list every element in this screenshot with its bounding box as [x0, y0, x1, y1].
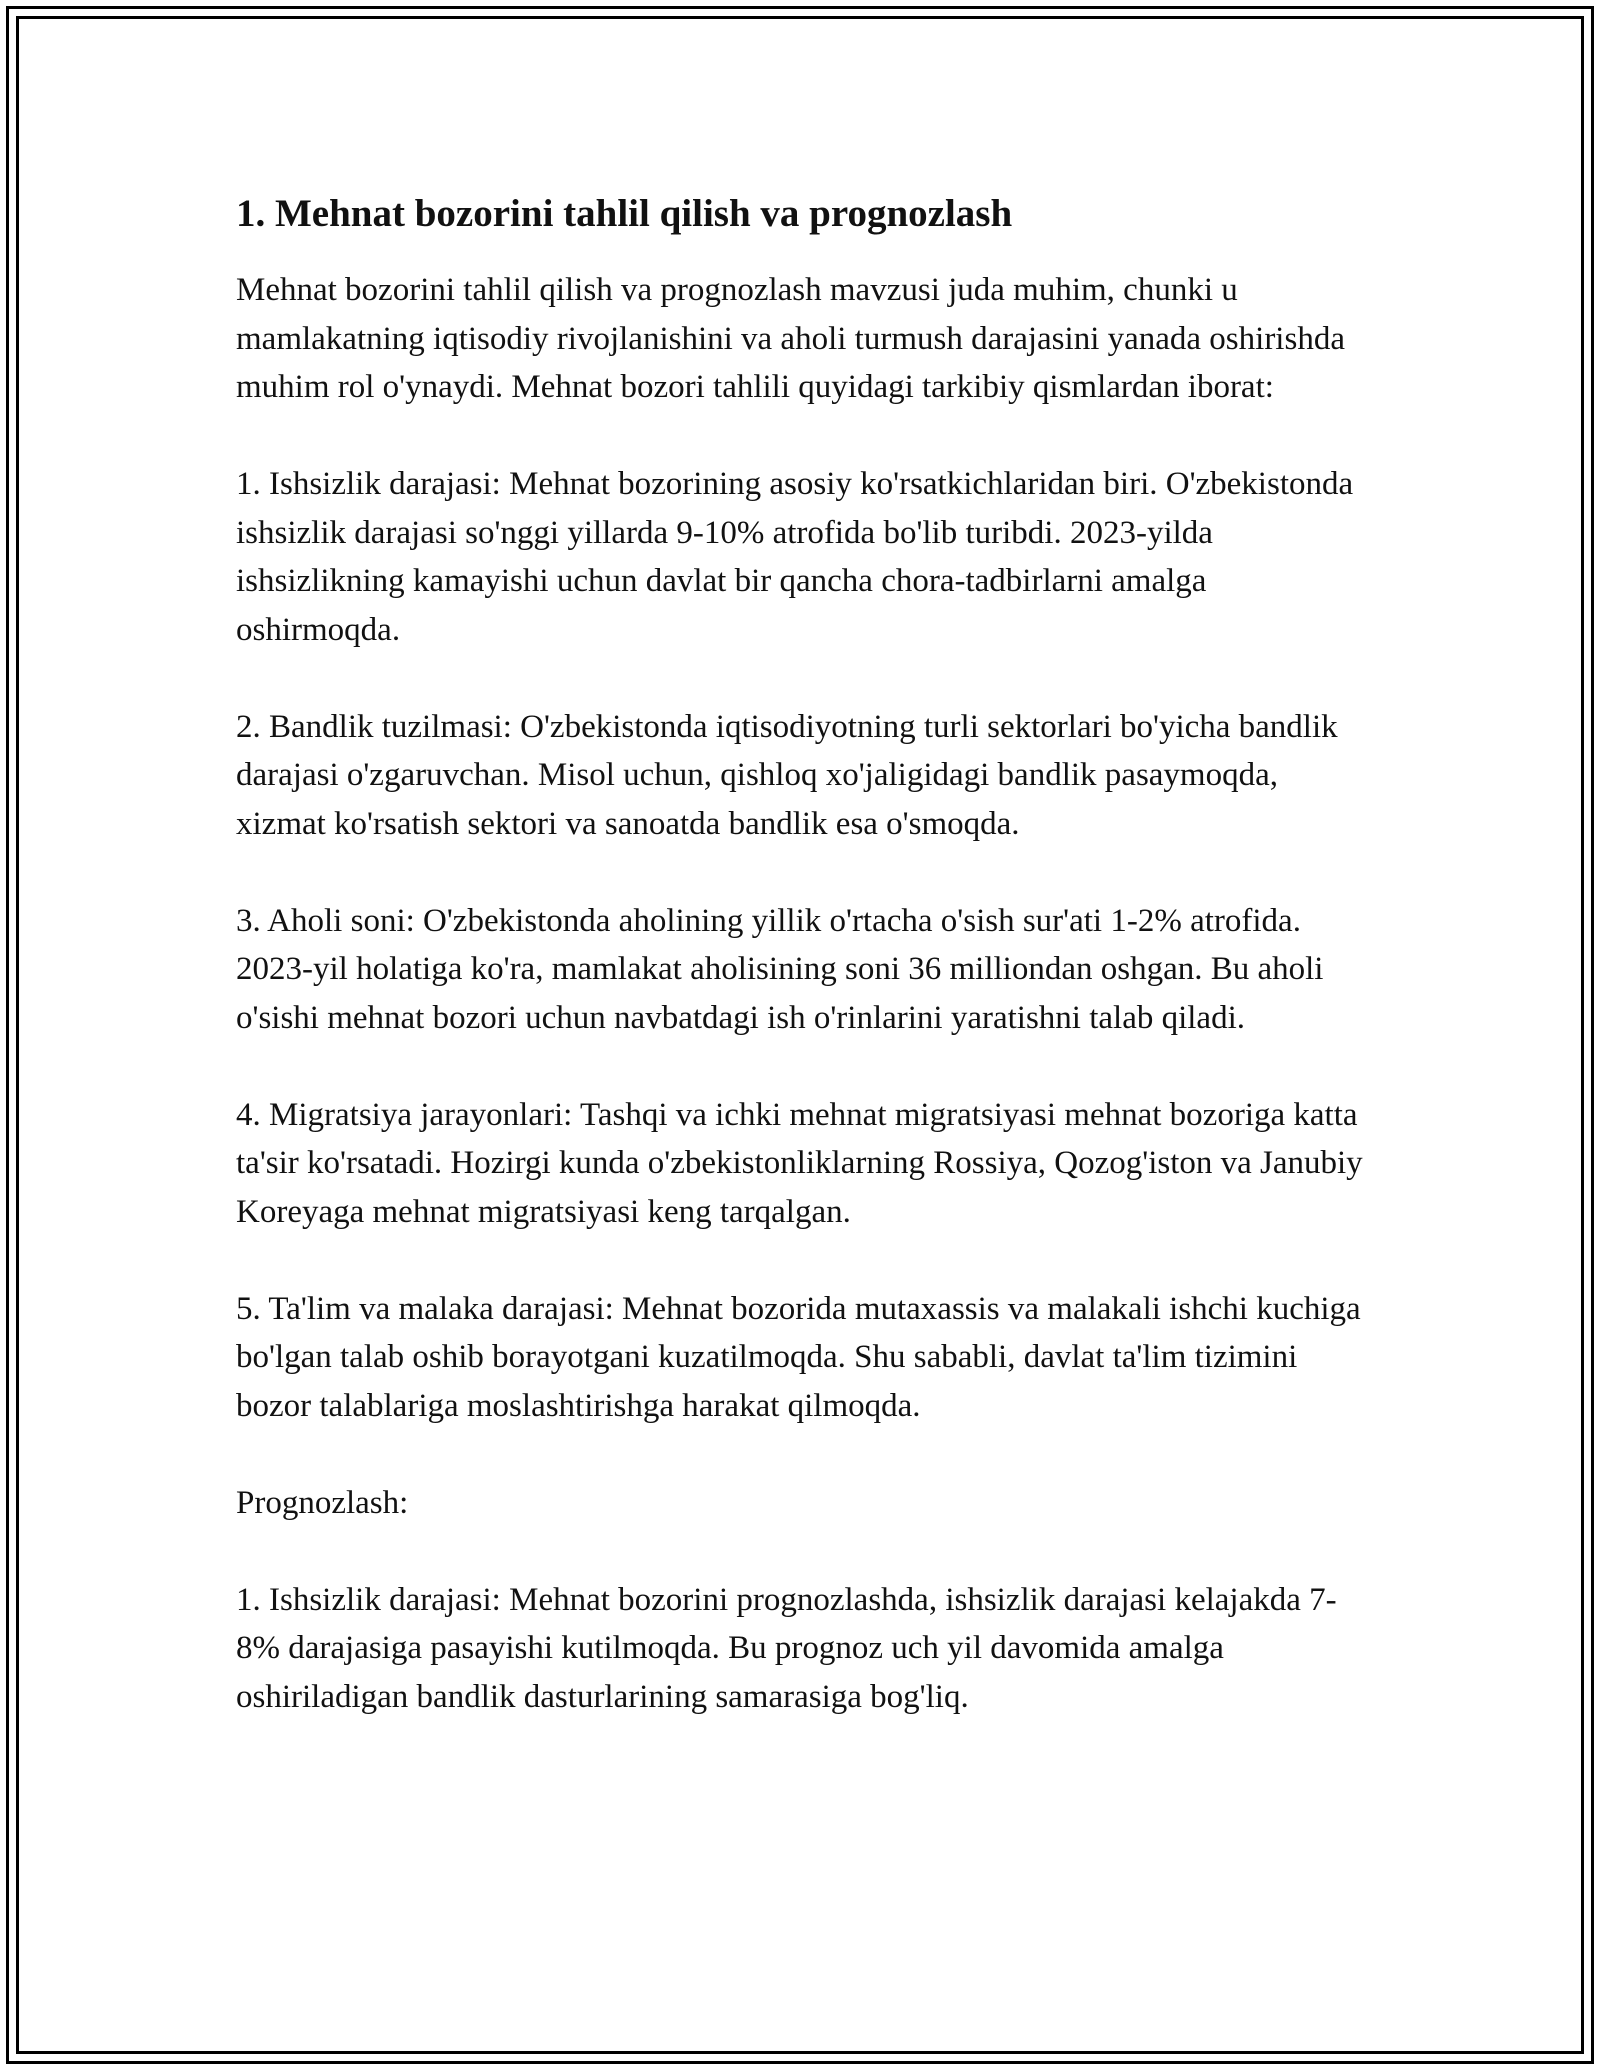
- employment-structure-paragraph: 2. Bandlik tuzilmasi: O'zbekistonda iqtisodiyotning turli sektorlari bo'yicha bandlik darajasi o'zgaruvchan. Misol uchun, qishloq xo'jaligidagi bandlik pasaymoqda, xizmat ko'rsatish sektori va sanoatda bandlik esa o'smoqda.: [236, 708, 1338, 842]
- document-body: [236, 180, 1376, 1770]
- forecast-unemployment-paragraph: 1. Ishsizlik darajasi: Mehnat bozorini prognozlashda, ishsizlik darajasi kelajakda 7-8% darajasiga pasayishi kutilmoqda. Bu prognoz uch yil davomida amalga oshiriladigan bandlik dasturlarining samarasiga bog'liq.: [236, 1581, 1337, 1715]
- education-paragraph: 5. Ta'lim va malaka darajasi: Mehnat bozorida mutaxassis va malakali ishchi kuchiga bo'lgan talab oshib borayotgani kuzatilmoqda. Shu sababli, davlat ta'lim tizimini bozor talablariga moslashtirishga harakat qilmoqda.: [236, 1290, 1361, 1424]
- unemployment-paragraph: 1. Ishsizlik darajasi: Mehnat bozorining asosiy ko'rsatkichlaridan biri. O'zbekistonda ishsizlik darajasi so'nggi yillarda 9-10% atrofida bo'lib turibdi. 2023-yilda ishsizlikning kamayishi uchun davlat bir qancha chora-tadbirlarni amalga oshirmoqda.: [236, 466, 1354, 648]
- intro-paragraph: Mehnat bozorini tahlil qilish va prognozlash mavzusi juda muhim, chunki u mamlakatning iqtisodiy rivojlanishini va aholi turmush darajasini yanada oshirishda muhim rol o'ynaydi. Mehnat bozori tahlili quyidagi tarkibiy qismlardan iborat:: [236, 272, 1345, 405]
- migration-paragraph: 4. Migratsiya jarayonlari: Tashqi va ichki mehnat migratsiyasi mehnat bozoriga katta ta'sir ko'rsatadi. Hozirgi kunda o'zbekistonliklarning Rossiya, Qozog'iston va Janubiy Koreyaga mehnat migratsiyasi keng tarqalgan.: [236, 1096, 1363, 1230]
- document-title: 1. Mehnat bozorini tahlil qilish va prognozlash: [236, 192, 1013, 235]
- population-paragraph: 3. Aholi soni: O'zbekistonda aholining yillik o'rtacha o'sish sur'ati 1-2% atrofida. 2023-yil holatiga ko'ra, mamlakat aholisining soni 36 milliondan oshgan. Bu aholi o'sishi mehnat bozori uchun navbatdagi ish o'rinlarini yaratishni talab qiladi.: [236, 902, 1324, 1036]
- forecast-heading: Prognozlash:: [236, 1484, 409, 1521]
